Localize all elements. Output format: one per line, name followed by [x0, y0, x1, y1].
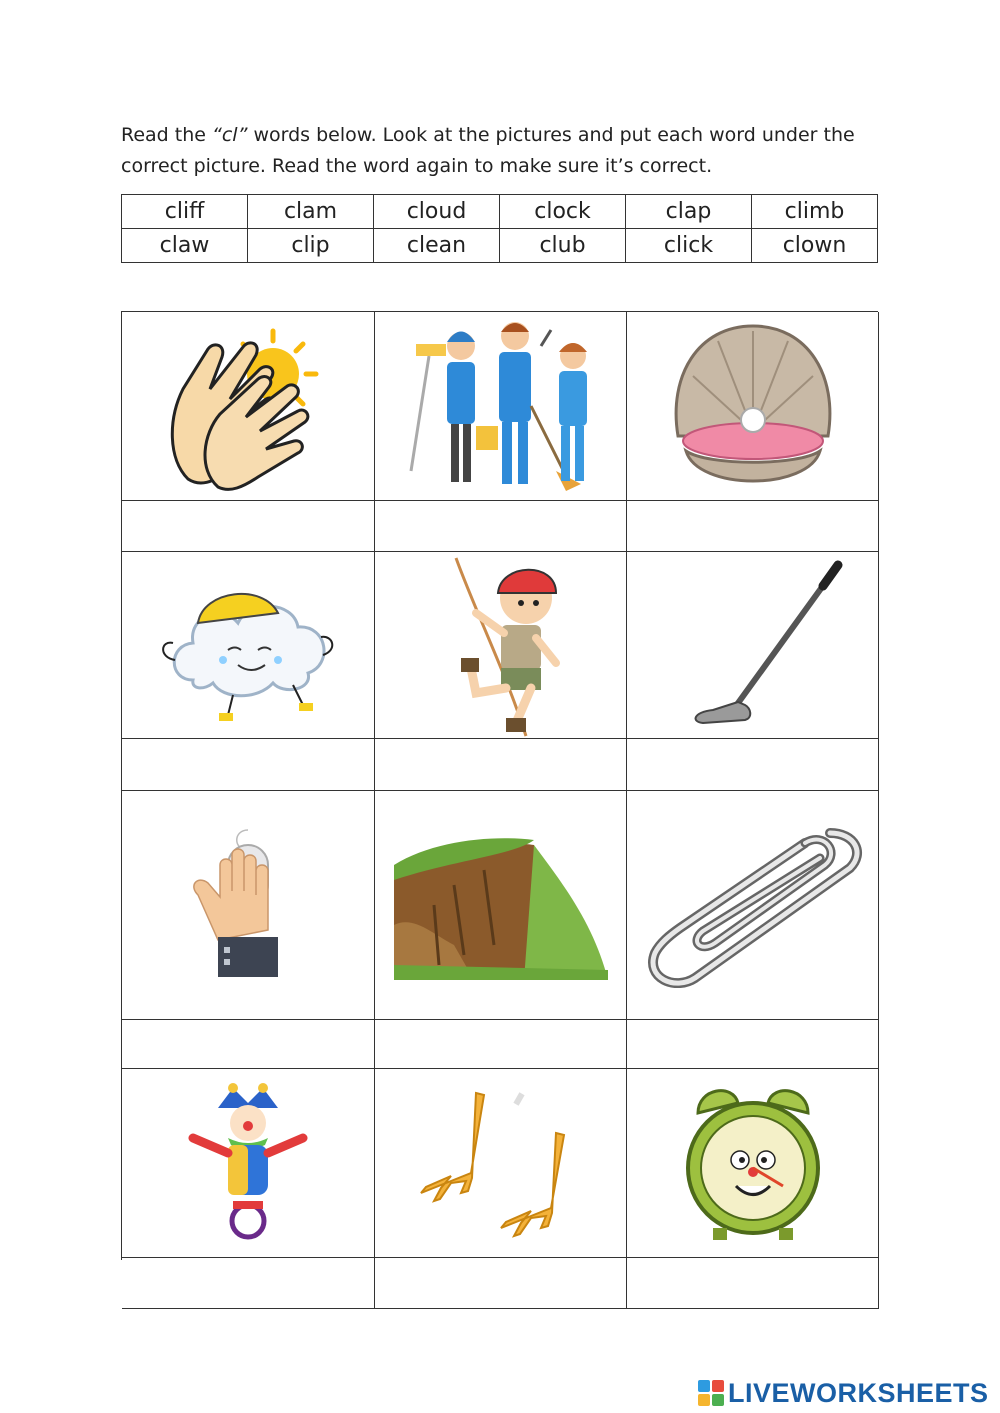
paper-clip-icon	[635, 823, 870, 988]
picture-cell	[627, 552, 879, 739]
brand-logo	[698, 1375, 989, 1411]
word-cell: clam	[248, 195, 374, 229]
word-cell: click	[626, 229, 752, 263]
word-cell: clock	[500, 195, 626, 229]
picture-cell	[627, 791, 879, 1020]
answer-box[interactable]	[375, 739, 627, 791]
bird-claws-icon	[406, 1083, 596, 1243]
answer-box[interactable]	[375, 1258, 627, 1309]
clown-icon	[173, 1083, 323, 1243]
word-cell: cloud	[374, 195, 500, 229]
hand-clicking-mouse-icon	[178, 825, 318, 985]
picture-cell	[627, 1069, 879, 1258]
clapping-hands-icon	[148, 319, 348, 494]
instructions	[121, 120, 881, 182]
answer-box[interactable]	[375, 501, 627, 552]
answer-box[interactable]	[122, 1258, 375, 1309]
word-cell: clip	[248, 229, 374, 263]
picture-cell	[375, 791, 627, 1020]
picture-cell	[122, 552, 375, 739]
cliff-icon	[394, 825, 608, 985]
answer-box[interactable]	[627, 1258, 879, 1309]
word-bank	[121, 194, 878, 263]
word-cell: clown	[752, 229, 878, 263]
instructions-quoted-word: “cl”	[212, 124, 248, 146]
picture-cell	[375, 312, 627, 501]
cloud-character-icon	[153, 565, 343, 725]
picture-cell	[627, 312, 879, 501]
word-bank-row	[122, 229, 878, 263]
golf-club-icon	[653, 560, 853, 730]
word-cell: clap	[626, 195, 752, 229]
picture-cell	[122, 1069, 375, 1258]
answer-box[interactable]	[375, 1020, 627, 1069]
instructions-text-1: Read the	[121, 124, 213, 146]
word-cell: claw	[122, 229, 248, 263]
picture-cell	[122, 312, 375, 501]
word-bank-row	[122, 195, 878, 229]
answer-box[interactable]	[627, 501, 879, 552]
instructions-text-2: words below. Look at the pictures and put each word under the correct picture. Read the word again to make sure it’s correct.	[121, 124, 855, 177]
word-cell: cliff	[122, 195, 248, 229]
alarm-clock-icon	[678, 1078, 828, 1248]
picture-cell	[375, 552, 627, 739]
boy-climbing-icon	[416, 553, 586, 738]
answer-box[interactable]	[122, 1020, 375, 1069]
answer-box[interactable]	[122, 501, 375, 552]
picture-grid	[121, 311, 878, 1260]
picture-cell	[122, 791, 375, 1020]
answer-box[interactable]	[627, 1020, 879, 1069]
picture-cell	[375, 1069, 627, 1258]
brand-name: LIVEWORKSHEETS	[728, 1377, 989, 1408]
word-cell: club	[500, 229, 626, 263]
word-cell: clean	[374, 229, 500, 263]
answer-box[interactable]	[122, 739, 375, 791]
clam-shell-icon	[658, 316, 848, 496]
liveworksheets-badge-icon	[698, 1380, 724, 1406]
word-cell: climb	[752, 195, 878, 229]
answer-box[interactable]	[627, 739, 879, 791]
cleaners-icon	[391, 316, 611, 496]
